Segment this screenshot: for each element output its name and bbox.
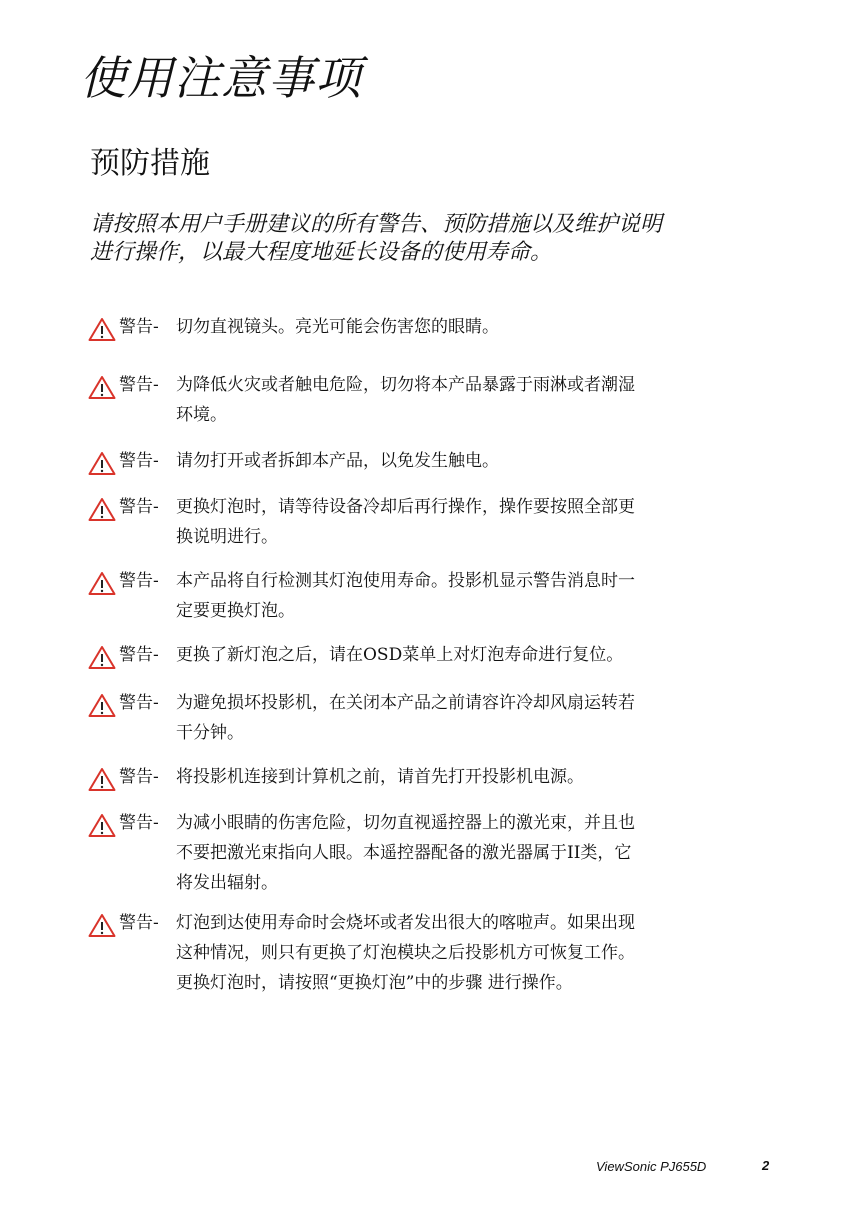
- warning-label: 警告-: [119, 813, 159, 833]
- warning-text: [176, 688, 635, 748]
- warning-triangle-icon: [88, 693, 116, 718]
- warning-label: 警告-: [119, 375, 159, 395]
- page-number: 2: [762, 1158, 770, 1173]
- warning-text-line: 将发出辐射。: [176, 873, 278, 893]
- warning-text-line: 切勿直视镜头。亮光可能会伤害您的眼睛。: [176, 317, 499, 337]
- warning-text-line: 换说明进行。: [176, 527, 278, 547]
- warning-label: 警告-: [119, 451, 159, 471]
- warning-text: [176, 908, 635, 998]
- warning-triangle-icon: [88, 451, 116, 476]
- warning-text: [176, 446, 499, 476]
- warning-text-line: 更换灯泡时，请等待设备冷却后再行操作，操作要按照全部更: [176, 497, 635, 517]
- warning-text: [176, 370, 635, 430]
- warning-text-line: 环境。: [176, 405, 227, 425]
- warning-triangle-icon: [88, 767, 116, 792]
- warning-text: [176, 566, 635, 626]
- intro-line: 请按照本用户手册建议的所有警告、预防措施以及维护说明: [90, 212, 663, 237]
- warning-triangle-icon: [88, 813, 116, 838]
- warning-label: 警告-: [119, 645, 159, 665]
- warning-triangle-icon: [88, 913, 116, 938]
- warning-text-line: 不要把激光束指向人眼。本遥控器配备的激光器属于II类，它: [176, 843, 632, 863]
- warning-label: 警告-: [119, 693, 159, 713]
- warning-triangle-icon: [88, 497, 116, 522]
- warning-triangle-icon: [88, 645, 116, 670]
- section-heading: 预防措施: [90, 146, 210, 181]
- warning-text-line: 更换了新灯泡之后，请在OSD菜单上对灯泡寿命进行复位。: [176, 645, 624, 665]
- warning-text-line: 这种情况，则只有更换了灯泡模块之后投影机方可恢复工作。: [176, 943, 635, 963]
- warning-triangle-icon: [88, 571, 116, 596]
- warning-text-line: 干分钟。: [176, 723, 244, 743]
- intro-paragraph: [90, 211, 690, 267]
- warning-triangle-icon: [88, 317, 116, 342]
- warning-text: [176, 492, 635, 552]
- warning-text-line: 定要更换灯泡。: [176, 601, 295, 621]
- warning-text-line: 为减小眼睛的伤害危险，切勿直视遥控器上的激光束，并且也: [176, 813, 635, 833]
- warning-text-line: 请勿打开或者拆卸本产品，以免发生触电。: [176, 451, 499, 471]
- warning-triangle-icon: [88, 375, 116, 400]
- warning-label: 警告-: [119, 767, 159, 787]
- warning-label: 警告-: [119, 571, 159, 591]
- warning-text: [176, 808, 635, 898]
- warning-text: [176, 640, 623, 670]
- warning-text-line: 为避免损坏投影机，在关闭本产品之前请容许冷却风扇运转若: [176, 693, 635, 713]
- footer-brand: ViewSonic PJ655D: [596, 1159, 707, 1174]
- page-title: 使用注意事项: [80, 51, 362, 105]
- warning-text: [176, 312, 499, 342]
- warning-text-line: 将投影机连接到计算机之前，请首先打开投影机电源。: [176, 767, 584, 787]
- warning-text-line: 更换灯泡时，请按照“更换灯泡”中的步骤 进行操作。: [176, 973, 573, 993]
- intro-line: 进行操作，以最大程度地延长设备的使用寿命。: [90, 240, 553, 265]
- warning-text-line: 为降低火灾或者触电危险，切勿将本产品暴露于雨淋或者潮湿: [176, 375, 635, 395]
- warning-text: [176, 762, 584, 792]
- warning-label: 警告-: [119, 497, 159, 517]
- warning-label: 警告-: [119, 317, 159, 337]
- warning-text-line: 本产品将自行检测其灯泡使用寿命。投影机显示警告消息时一: [176, 571, 635, 591]
- warning-label: 警告-: [119, 913, 159, 933]
- warning-text-line: 灯泡到达使用寿命时会烧坏或者发出很大的喀啦声。如果出现: [176, 913, 635, 933]
